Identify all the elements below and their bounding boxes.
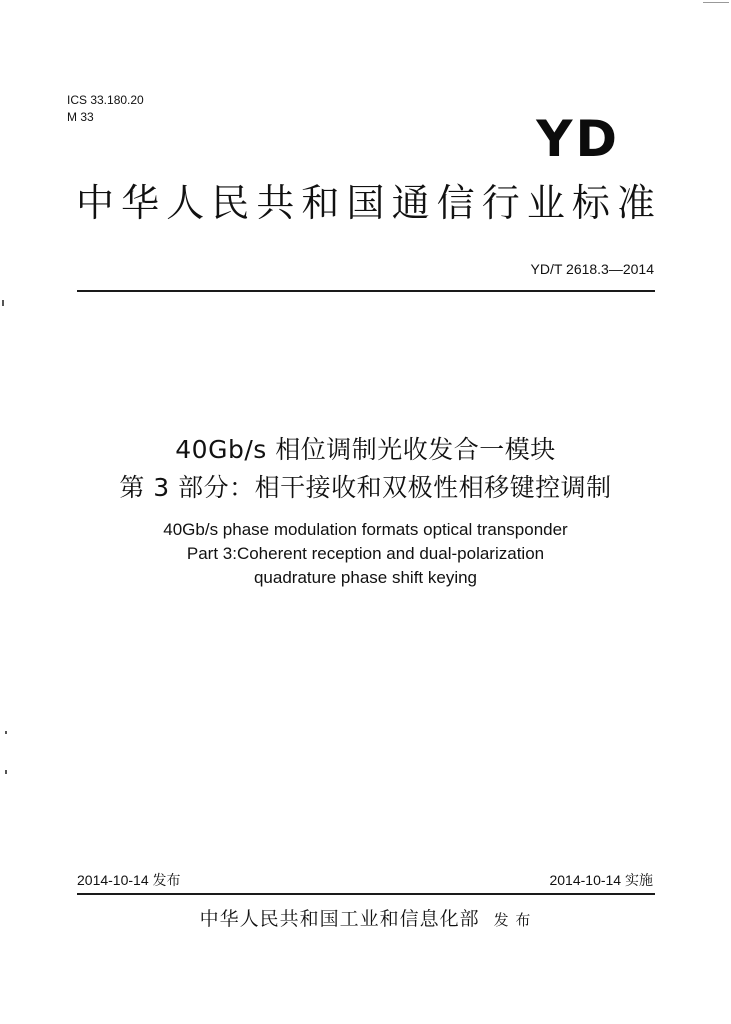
bottom-divider [77, 893, 655, 895]
document-title-block [0, 433, 731, 590]
ics-code: ICS 33.180.20 [67, 93, 144, 107]
scan-speck [5, 770, 7, 774]
classification-code: M 33 [67, 110, 94, 124]
title-en-line3: quadrature phase shift keying [253, 568, 478, 587]
standard-number: YD/T 2618.3—2014 [530, 261, 654, 277]
title-en-line1: 40Gb/s phase modulation formats optical transponder [163, 520, 568, 539]
yd-logo: YD [536, 110, 620, 168]
standard-category-title: 中华人民共和国通信行业标准 [76, 181, 656, 225]
title-zh-line2: 第 3 部分：相干接收和双极性相移键控调制 [119, 473, 612, 502]
implementation-date: 2014-10-14 实施 [549, 872, 653, 888]
scan-speck [2, 300, 4, 306]
top-divider [77, 290, 655, 292]
title-zh-line1: 40Gb/s 相位调制光收发合一模块 [175, 435, 556, 464]
issuing-authority [0, 906, 731, 933]
issue-word: 发 布 [493, 911, 532, 929]
scan-speck [703, 2, 729, 3]
issuer-name: 中华人民共和国工业和信息化部 [199, 908, 480, 930]
title-en-line2: Part 3:Coherent reception and dual-polarization [186, 544, 545, 563]
release-date: 2014-10-14 发布 [77, 872, 181, 888]
scan-speck [5, 731, 7, 734]
